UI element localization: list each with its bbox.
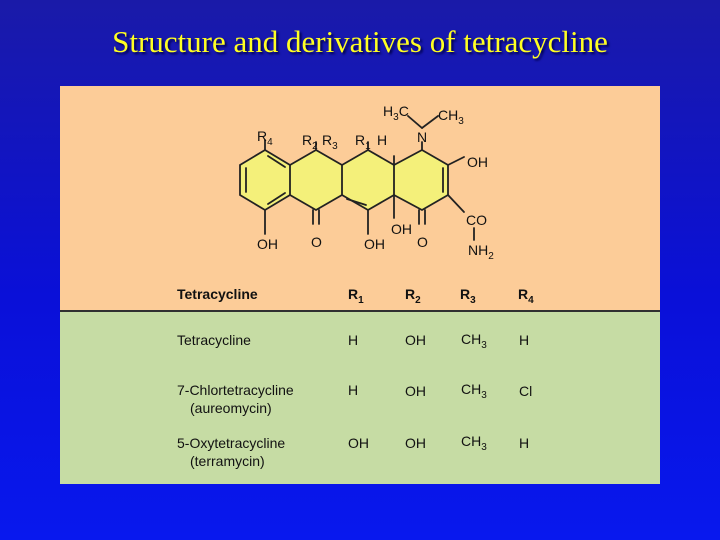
table-row-3-alias: (terramycin): [190, 453, 265, 469]
bond-oh-right: [448, 157, 464, 165]
table-row-2-r3: $CH_3$: [461, 381, 487, 401]
table-row-2-r1: H: [348, 382, 359, 398]
header-r2: $R_2$: [405, 286, 421, 306]
table-row-3-r4: H: [519, 435, 530, 451]
table-row-3-r1: OH: [348, 435, 369, 451]
bond-n-h3c: [408, 116, 422, 128]
label-oh-ring-c: OH: [364, 236, 385, 252]
label-r3: $R_3$: [322, 132, 338, 152]
tetracycline-structure-diagram: [60, 86, 660, 286]
label-r2: $R_2$: [302, 132, 318, 152]
label-o-ring-d: O: [417, 234, 428, 250]
table-row-2-r4: Cl: [519, 383, 533, 399]
table-row-2-name: 7-Chlortetracycline: [177, 382, 294, 398]
table-body-background: [60, 310, 660, 484]
table-row-3-r2: OH: [405, 435, 426, 451]
label-oh-ring-a: OH: [257, 236, 278, 252]
table-row-1-name: Tetracycline: [177, 332, 251, 348]
label-h-top: H: [377, 132, 388, 148]
header-r3: $R_3$: [460, 286, 476, 306]
label-o-ring-b: O: [311, 234, 322, 250]
ring-a-fill: [240, 150, 290, 210]
ring-c-fill: [342, 150, 394, 210]
ring-d-fill: [394, 150, 448, 210]
label-oh-right: OH: [467, 154, 488, 170]
header-r1: $R_1$: [348, 286, 364, 306]
table-row-3-r3: $CH_3$: [461, 433, 487, 453]
label-ch3: $CH_3$: [438, 107, 464, 127]
table-row-1-r1: H: [348, 332, 359, 348]
label-h3c: $H_3C$: [383, 103, 409, 123]
ring-b-fill: [290, 150, 342, 210]
bond-n-ch3: [422, 116, 438, 128]
header-r4: $R_4$: [518, 286, 534, 306]
table-row-1-r3: $CH_3$: [461, 331, 487, 351]
table-row-2-r2: OH: [405, 383, 426, 399]
slide-title: Structure and derivatives of tetracycline: [112, 24, 608, 59]
table-row-1-r2: OH: [405, 332, 426, 348]
content-panel: [60, 86, 660, 484]
table-row-1-r4: H: [519, 332, 530, 348]
table-row-3-name: 5-Oxytetracycline: [177, 435, 286, 451]
label-r4: $R_4$: [257, 128, 273, 148]
label-r1: $R_1$: [355, 132, 371, 152]
bond-co: [448, 195, 464, 212]
table-row-2-alias: (aureomycin): [190, 400, 272, 416]
label-nh2: $NH_2$: [468, 242, 494, 262]
header-name: Tetracycline: [177, 286, 258, 302]
label-n: N: [417, 129, 428, 145]
label-oh-junction: OH: [391, 221, 412, 237]
label-co: CO: [466, 212, 487, 228]
